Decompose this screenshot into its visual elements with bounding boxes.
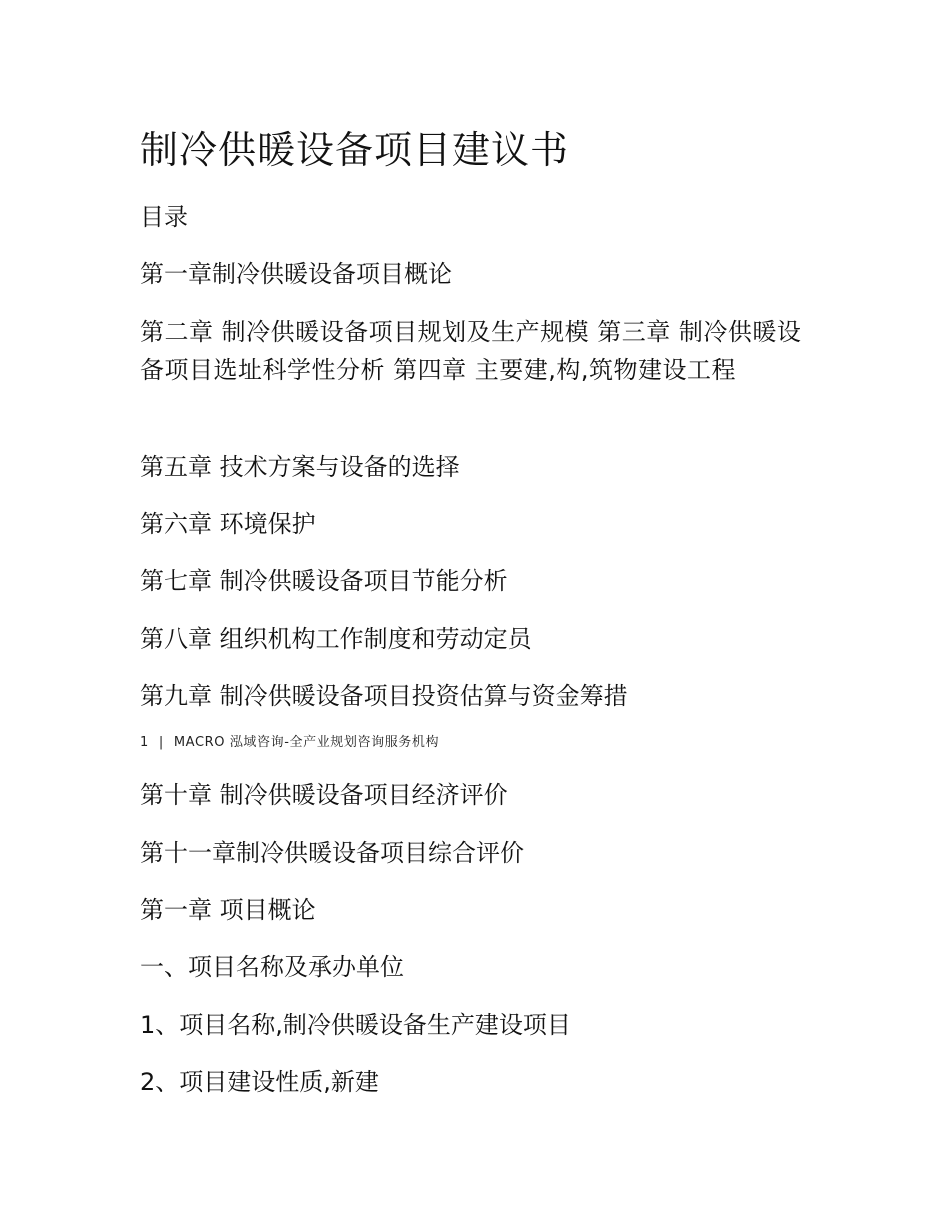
toc-line-chapter-8: 第八章 组织机构工作制度和劳动定员 [140,625,532,653]
page-footer [140,734,439,752]
toc-line-chapter-1: 第一章制冷供暖设备项目概论 [140,260,452,288]
paragraph-item-1: 1、项目名称,制冷供暖设备生产建设项目 [140,1011,571,1039]
toc-line-chapter-10: 第十章 制冷供暖设备项目经济评价 [140,781,508,809]
subsection-heading: 一、项目名称及承办单位 [140,953,404,981]
paragraph-item-2: 2、项目建设性质,新建 [140,1068,379,1096]
toc-line-chapter-5: 第五章 技术方案与设备的选择 [140,453,460,481]
toc-line-chapter-6: 第六章 环境保护 [140,510,316,538]
footer-text: MACRO 泓域咨询-全产业规划咨询服务机构 [173,735,440,750]
footer-separator: | [158,735,164,750]
toc-line-chapter-11: 第十一章制冷供暖设备项目综合评价 [140,839,524,867]
toc-line-chapter-7: 第七章 制冷供暖设备项目节能分析 [140,567,508,595]
toc-line-chapter-9: 第九章 制冷供暖设备项目投资估算与资金筹措 [140,682,628,710]
document-title: 制冷供暖设备项目建议书 [140,128,570,172]
page-number: 1 [140,735,149,750]
toc-heading: 目录 [140,203,188,231]
toc-line-chapters-2-4: 第二章 制冷供暖设备项目规划及生产规模 第三章 制冷供暖设备项目选址科学性分析 第四章 主要建,构,筑物建设工程 [140,318,802,384]
section-heading-chapter-1: 第一章 项目概论 [140,896,316,924]
